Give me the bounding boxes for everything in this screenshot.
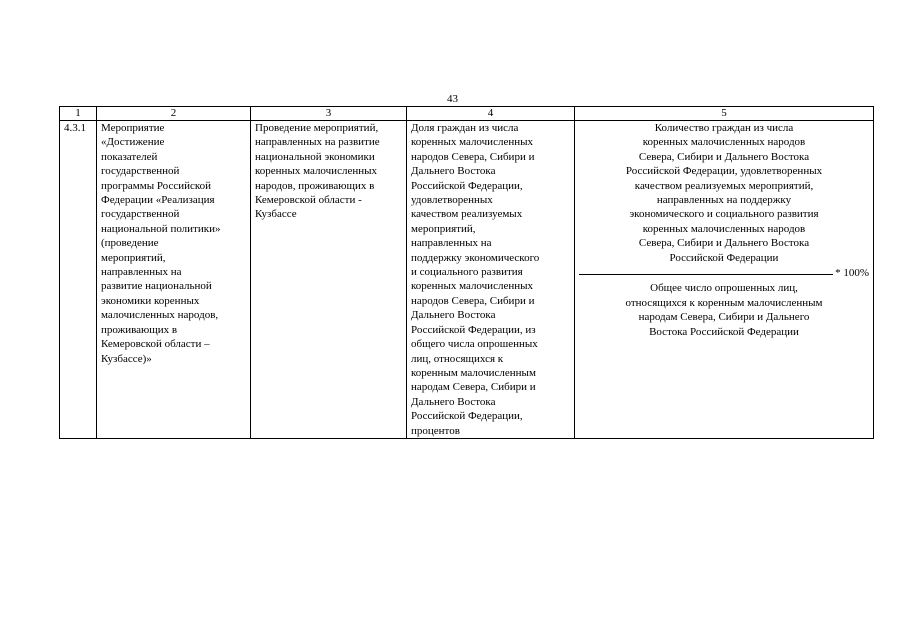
fraction-bar-row	[579, 266, 869, 280]
indicator-table	[59, 106, 874, 439]
column-header-1: 1	[60, 107, 97, 121]
row-code: 4.3.1	[64, 122, 86, 134]
column-header-2: 2	[97, 107, 251, 121]
measure-text: Мероприятие «Достижение показателей государственной программы Российской Федерации «Реализация государственной национальной политики» (проведение мероприятий, направленных на развитие национальной экономики коренных малочисленных народов, проживающих в Кемеровской области – Кузбассе)»	[101, 122, 221, 365]
row-code-cell	[60, 121, 97, 439]
measure-cell	[97, 121, 251, 439]
formula-numerator: Количество граждан из числа коренных малочисленных народов Севера, Сибири и Дальнего Востока Российской Федерации, удовлетворенных качеством реализуемых мероприятий, направленных на поддержку экономического и социального развития коренных малочисленных народов Севера, Сибири и Дальнего Востока Российской Федерации	[625, 122, 823, 264]
formula-multiplier: * 100%	[835, 267, 869, 280]
column-header-3: 3	[251, 107, 407, 121]
fraction-line	[579, 274, 833, 275]
formula-denominator: Общее число опрошенных лиц, относящихся к коренным малочисленным народам Севера, Сибири и Дальнего Востока Российской Федерации	[625, 282, 823, 338]
description-cell	[251, 121, 407, 439]
page-number: 43	[447, 93, 458, 105]
description-text: Проведение мероприятий, направленных на развитие национальной экономики коренных малочисленных народов, проживающих в Кемеровской области - Кузбассе	[255, 122, 380, 221]
formula-cell	[575, 121, 874, 439]
indicator-text: Доля граждан из числа коренных малочисленных народов Севера, Сибири и Дальнего Востока Российской Федерации, удовлетворенных качеством реализуемых мероприятий, направленных на поддержку экономического и социального развития коренных малочисленных народов Севера, Сибири и Дальнего Востока Российской Федерации, из общего числа опрошенных лиц, относящихся к коренным малочисленным народам Севера, Сибири и Дальнего Востока Российской Федерации, процентов	[411, 122, 540, 437]
column-header-5: 5	[575, 107, 874, 121]
indicator-cell	[407, 121, 575, 439]
table-row	[60, 121, 874, 439]
table-header-row	[60, 107, 874, 121]
column-header-4: 4	[407, 107, 575, 121]
